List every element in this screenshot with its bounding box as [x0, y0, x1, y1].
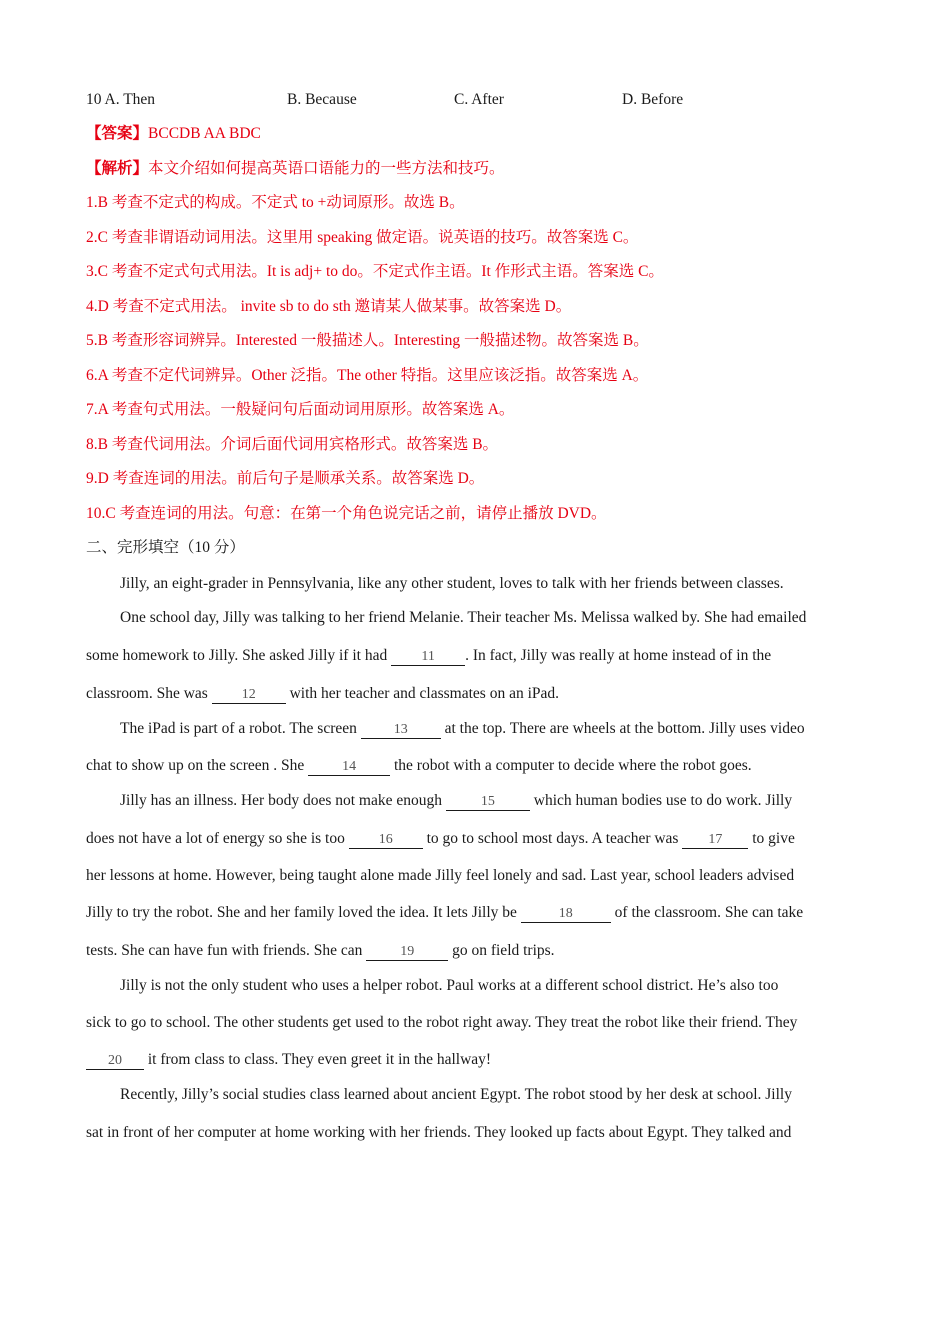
passage-line: her lessons at home. However, being taught alone made Jilly feel lonely and sad. Last year, school leaders advised: [86, 867, 795, 884]
passage-line: [86, 903, 803, 923]
passage-text: the robot with a computer to decide where the robot goes.: [394, 757, 752, 774]
blank-19[interactable]: 19: [366, 944, 448, 961]
passage-line: Recently, Jilly’s social studies class learned about ancient Egypt. The robot stood by her desk at school. Jilly: [120, 1086, 792, 1103]
passage-line: [86, 756, 752, 776]
passage-text: with her teacher and classmates on an iPad.: [289, 685, 560, 702]
passage-line: [120, 719, 805, 739]
passage-line: [86, 646, 771, 666]
passage-text: classroom. She was: [86, 685, 208, 702]
passage-text: Jilly to try the robot. She and her family loved the idea. It lets Jilly be: [86, 904, 517, 921]
analysis-item: 5.B 考查形容词辨异。Interested 一般描述人。Interesting 一般描述物。故答案选 B。: [86, 332, 649, 349]
passage-text: chat to show up on the screen . She: [86, 757, 305, 774]
q10-option-a: [86, 90, 155, 110]
passage-text: which human bodies use to do work. Jilly: [533, 792, 793, 809]
analysis-tag: 【解析】: [86, 160, 149, 177]
passage-text: tests. She can have fun with friends. She can: [86, 942, 363, 959]
passage-line: One school day, Jilly was talking to her friend Melanie. Their teacher Ms. Melissa walked by. She had emailed: [120, 609, 807, 626]
passage-line: [86, 1050, 491, 1070]
blank-11[interactable]: 11: [391, 649, 465, 666]
blank-14[interactable]: 14: [308, 759, 390, 776]
analysis-intro: 本文介绍如何提高英语口语能力的一些方法和技巧。: [148, 160, 505, 177]
question-10-options: [86, 90, 846, 110]
analysis-item: 6.A 考查不定代词辨异。Other 泛指。The other 特指。这里应该泛指。故答案选 A。: [86, 367, 649, 384]
blank-18[interactable]: 18: [521, 906, 611, 923]
passage-text: some homework to Jilly. She asked Jilly if it had: [86, 647, 388, 664]
blank-15[interactable]: 15: [446, 794, 530, 811]
passage-text: does not have a lot of energy so she is too: [86, 830, 345, 847]
blank-20[interactable]: 20: [86, 1053, 144, 1070]
passage-text: of the classroom. She can take: [614, 904, 804, 921]
passage-text: Jilly has an illness. Her body does not make enough: [120, 792, 443, 809]
analysis-item: 2.C 考查非谓语动词用法。这里用 speaking 做定语。说英语的技巧。故答案选 C。: [86, 229, 639, 246]
analysis-item: 4.D 考查不定式用法。 invite sb to do sth 邀请某人做某事。故答案选 D。: [86, 298, 572, 315]
answer-text: BCCDB AA BDC: [148, 125, 261, 142]
passage-line: sat in front of her computer at home working with her friends. They looked up facts about Egypt. They talked and: [86, 1124, 792, 1141]
analysis-item: 8.B 考查代词用法。介词后面代词用宾格形式。故答案选 B。: [86, 436, 499, 453]
passage-text: to give: [752, 830, 795, 847]
analysis-intro-line: [86, 159, 505, 179]
passage-line: sick to go to school. The other students get used to the robot right away. They treat the robot like their friend. They: [86, 1014, 798, 1031]
passage-line: [86, 829, 795, 849]
analysis-item: 7.A 考查句式用法。一般疑问句后面动词用原形。故答案选 A。: [86, 401, 515, 418]
section-title: 二、完形填空（10 分）: [86, 539, 245, 556]
passage-text: go on field trips.: [452, 942, 555, 959]
blank-17[interactable]: 17: [682, 832, 748, 849]
passage-text: . In fact, Jilly was really at home instead of in the: [465, 647, 772, 664]
analysis-item: 10.C 考查连词的用法。句意：在第一个角色说完话之前，请停止播放 DVD。: [86, 505, 607, 522]
passage-text: at the top. There are wheels at the bottom. Jilly uses video: [444, 720, 805, 737]
passage-line: [86, 684, 559, 704]
q10-option-d: D. Before: [622, 91, 684, 108]
passage-text: The iPad is part of a robot. The screen: [120, 720, 357, 737]
passage-line: Jilly, an eight-grader in Pennsylvania, like any other student, loves to talk with her friends between classes.: [120, 575, 784, 592]
passage-text: it from class to class. They even greet it in the hallway!: [147, 1051, 492, 1068]
q10-number: 10: [86, 91, 102, 108]
q10-option-a-text: A. Then: [104, 91, 156, 108]
q10-option-b: B. Because: [287, 91, 357, 108]
passage-line: [86, 941, 555, 961]
blank-12[interactable]: 12: [212, 687, 286, 704]
passage-line: [120, 791, 792, 811]
passage-line: Jilly is not the only student who uses a helper robot. Paul works at a different school district. He’s also too: [120, 977, 779, 994]
passage-text: to go to school most days. A teacher was: [426, 830, 679, 847]
analysis-item: 1.B 考查不定式的构成。不定式 to +动词原形。故选 B。: [86, 194, 465, 211]
analysis-item: 3.C 考查不定式句式用法。It is adj+ to do。不定式作主语。It 作形式主语。答案选 C。: [86, 263, 664, 280]
answer-tag: 【答案】: [86, 125, 149, 142]
blank-13[interactable]: 13: [361, 722, 441, 739]
q10-option-c: C. After: [454, 91, 504, 108]
answer-line: [86, 124, 261, 144]
analysis-item: 9.D 考查连词的用法。前后句子是顺承关系。故答案选 D。: [86, 470, 485, 487]
blank-16[interactable]: 16: [349, 832, 423, 849]
